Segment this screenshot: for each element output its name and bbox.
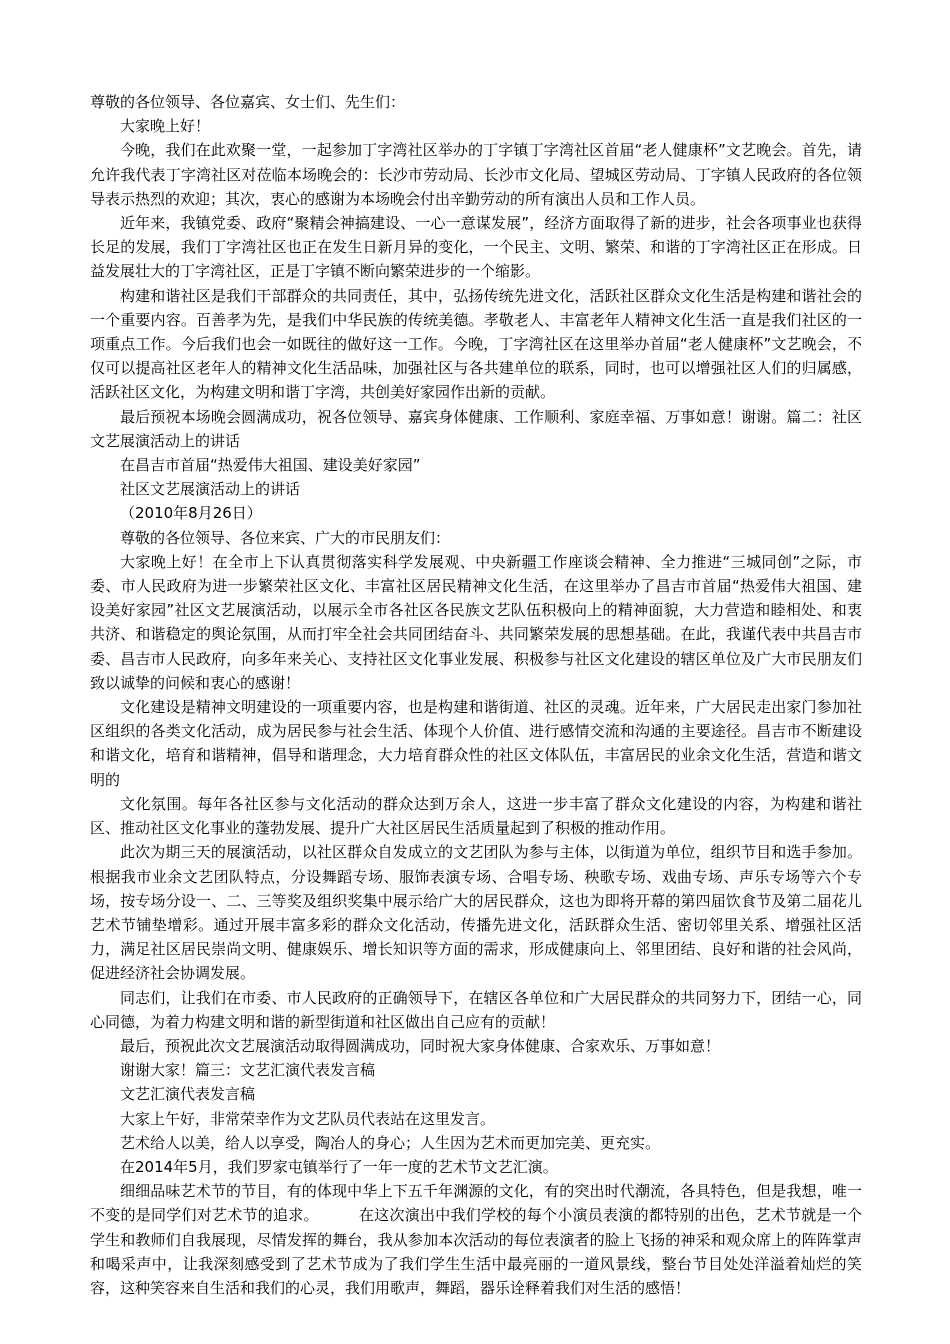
paragraph: 尊敬的各位领导、各位来宾、广大的市民朋友们： bbox=[120, 528, 451, 547]
paragraph: 在2014年5月，我们罗家屯镇举行了一年一度的艺术节文艺汇演。 bbox=[120, 1157, 558, 1176]
paragraph: 文化氛围。每年各社区参与文化活动的群众达到万余人，这进一步丰富了群众文化建设的内容，为构建和谐社区、推动社区文化事业的蓬勃发展、提升广大社区居民生活质量起到了积极的推动作用。 bbox=[90, 794, 862, 838]
paragraph: 近年来，我镇党委、政府“聚精会神搞建设、一心一意谋发展”，经济方面取得了新的进步，社会各项事业也获得长足的发展，我们丁字湾社区也正在发生日新月异的变化，一个民主、文明、繁荣、和谐的丁字湾社区正在形成。日益发展壮大的丁字湾社区，正是丁字镇不断向繁荣进步的一个缩影。 bbox=[90, 214, 862, 281]
paragraph: 尊敬的各位领导、各位嘉宾、女士们、先生们： bbox=[90, 93, 406, 111]
paragraph: 同志们，让我们在市委、市人民政府的正确领导下，在辖区各单位和广大居民群众的共同努力下，团结一心，同心同德，为着力构建文明和谐的新型街道和社区做出自己应有的贡献！ bbox=[90, 988, 862, 1031]
paragraph: 此次为期三天的展演活动，以社区群众自发成立的文艺团队为参与主体，以街道为单位，组织节目和选手参加。根据我市业余文艺团队特点，分设舞蹈专场、服饰表演专场、合唱专场、秧歌专场、戏曲专场、声乐专场等六个专场，按专场分设一、二、三等奖及组织奖集中展示给广大的居民群众，这也为即将开幕的第四届饮食节及第二届花儿艺术节铺垫增彩。通过开展丰富多彩的群众文化活动，传播先进文化，活跃群众生活、密切邻里关系、增强社区活力，满足社区居民崇尚文明、健康娱乐、增长知识等方面的需求，形成健康向上、邻里团结、良好和谐的社会风尚，促进经济社会协调发展。 bbox=[90, 843, 862, 983]
date-line: （2010年8月26日） bbox=[120, 504, 262, 523]
paragraph: 细细品味艺术节的节目，有的体现中华上下五千年渊源的文化，有的突出时代潮流，各具特色，但是我想，唯一不变的是同学们对艺术节的追求。 在这次演出中我们学校的每个小演员表演的都特别的出色，艺术节就是一个学生和教师们自我展现，尽情发挥的舞台，我从参加本次活动的每位表演者的脸上飞扬的神采和观众席上的阵阵掌声和喝采声中，让我深刻感受到了艺术节成为了我们学生生活中最亮丽的一道风景线，整台节目处处洋溢着灿烂的笑容，这种笑容来自生活和我们的心灵，我们用歌声，舞蹈，器乐诠释着我们对生活的感悟！ bbox=[90, 1182, 862, 1297]
paragraph: 艺术给人以美，给人以享受，陶冶人的身心；人生因为艺术而更加完美、更充实。 bbox=[120, 1133, 661, 1152]
paragraph: 大家晚上好！在全市上下认真贯彻落实科学发展观、中央新疆工作座谈会精神、全力推进“三城同创”之际，市委、市人民政府为进一步繁荣社区文化、丰富社区居民精神文化生活，在这里举办了昌吉市首届“热爱伟大祖国、建设美好家园”社区文艺展演活动，以展示全市各社区各民族文艺队伍积极向上的精神面貌，大力营造和睦相处、和衷共济、和谐稳定的舆论氛围，从而打牢全社会共同团结奋斗、共同繁荣发展的思想基础。在此，我谨代表中共昌吉市委、昌吉市人民政府，向多年来关心、支持社区文化事业发展、积极参与社区文化建设的辖区单位及广大市民朋友们致以诚挚的问候和衷心的感谢！ bbox=[90, 552, 862, 692]
paragraph: 谢谢大家！篇三：文艺汇演代表发言稿 bbox=[120, 1061, 376, 1080]
paragraph: 最后预祝本场晚会圆满成功，祝各位领导、嘉宾身体健康、工作顺利、家庭幸福、万事如意！谢谢。篇二：社区文艺展演活动上的讲话 bbox=[90, 407, 862, 450]
section-title-line: 社区文艺展演活动上的讲话 bbox=[120, 480, 301, 499]
paragraph: 文化建设是精神文明建设的一项重要内容，也是构建和谐街道、社区的灵魂。近年来，广大居民走出家门参加社区组织的各类文化活动，成为居民参与社会生活、体现个人价值、进行感情交流和沟通的主要途径。昌吉市不断建设和谐文化，培育和谐精神，倡导和谐理念，大力培育群众性的社区文体队伍，丰富居民的业余文化生活，营造和谐文明的 bbox=[90, 698, 862, 789]
paragraph: 大家上午好，非常荣幸作为文艺队员代表站在这里发言。 bbox=[120, 1109, 496, 1128]
paragraph: 最后，预祝此次文艺展演活动取得圆满成功，同时祝大家身体健康、合家欢乐、万事如意！ bbox=[120, 1036, 721, 1055]
section-title-line: 文艺汇演代表发言稿 bbox=[120, 1085, 256, 1104]
paragraph: 构建和谐社区是我们干部群众的共同责任，其中，弘扬传统先进文化，活跃社区群众文化生活是构建和谐社会的一个重要内容。百善孝为先，是我们中华民族的传统美德。孝敬老人、丰富老年人精神文化生活一直是我们社区的一项重点工作。今后我们也会一如既往的做好这一工作。今晚，丁字湾社区在这里举办首届“老人健康杯”文艺晚会，不仅可以提高社区老年人的精神文化生活品味，加强社区与各共建单位的联系，同时，也可以增强社区人们的归属感，活跃社区文化，为构建文明和谐丁字湾，共创美好家园作出新的贡献。 bbox=[90, 286, 862, 402]
section-title-line: 在昌吉市首届“热爱伟大祖国、建设美好家园” bbox=[120, 456, 421, 475]
paragraph: 今晚，我们在此欢聚一堂，一起参加丁字湾社区举办的丁字镇丁字湾社区首届“老人健康杯”文艺晚会。首先，请允许我代表丁字湾社区对莅临本场晚会的：长沙市劳动局、长沙市文化局、望城区劳动局、丁字镇人民政府的各位领导表示热烈的欢迎；其次，衷心的感谢为本场晚会付出辛勤劳动的所有演出人员和工作人员。 bbox=[90, 141, 862, 208]
paragraph: 大家晚上好！ bbox=[120, 117, 211, 136]
document-page bbox=[90, 90, 862, 1300]
